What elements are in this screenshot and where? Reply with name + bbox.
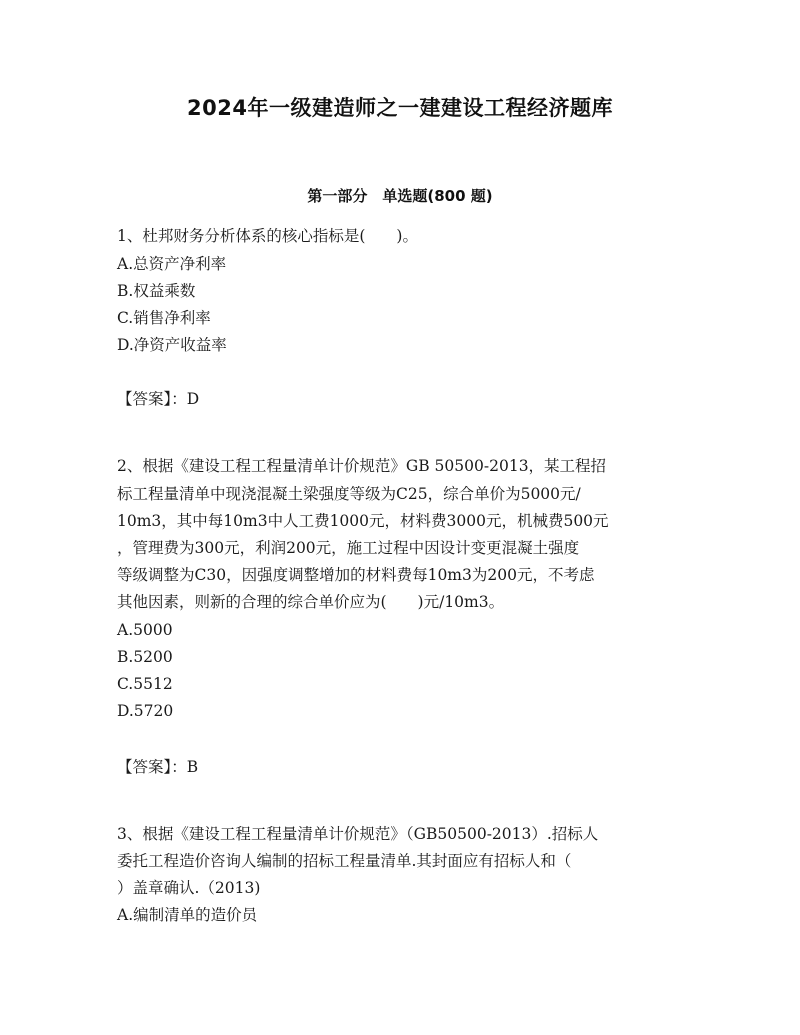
question-2-option-d: D.5720 [117,702,174,720]
question-1-answer: 【答案】：D [117,390,200,408]
question-3-stem-line-1: 3、根据《建设工程工程量清单计价规范》（GB50500-2013）.招标人 [117,825,599,843]
question-1-option-c: C.销售净利率 [117,309,211,327]
question-3-option-a: A.编制清单的造价员 [117,906,258,924]
question-2-stem-line-1: 2、根据《建设工程工程量清单计价规范》GB 50500-2013，某工程招 [117,457,607,475]
question-1-option-a: A.总资产净利率 [117,255,227,273]
question-1-option-b: B.权益乘数 [117,282,196,300]
question-2-option-a: A.5000 [117,621,173,639]
question-2-option-b: B.5200 [117,648,173,666]
question-2-stem-line-3: 10m3，其中每10m3中人工费1000元，材料费3000元，机械费500元 [117,512,609,530]
question-2-answer: 【答案】：B [117,758,199,776]
question-2-stem-line-5: 等级调整为C30，因强度调整增加的材料费每10m3为200元，不考虑 [117,566,595,584]
question-1-stem: 1、杜邦财务分析体系的核心指标是( )。 [117,227,418,245]
question-2-stem-line-6: 其他因素，则新的合理的综合单价应为( )元/10m3。 [117,593,505,611]
question-3-stem-line-2: 委托工程造价咨询人编制的招标工程量清单.其封面应有招标人和（ [117,852,572,870]
question-2-option-c: C.5512 [117,675,173,693]
question-1-option-d: D.净资产收益率 [117,336,227,354]
section-title: 第一部分 单选题(800 题) [307,187,493,205]
question-2-stem-line-4: ，管理费为300元，利润200元，施工过程中因设计变更混凝土强度 [117,539,580,557]
question-2-stem-line-2: 标工程量清单中现浇混凝土梁强度等级为C25，综合单价为5000元/ [117,485,581,503]
question-3-stem-line-3: ）盖章确认.（2013) [117,879,261,897]
document-title: 2024年一级建造师之一建建设工程经济题库 [187,96,613,120]
